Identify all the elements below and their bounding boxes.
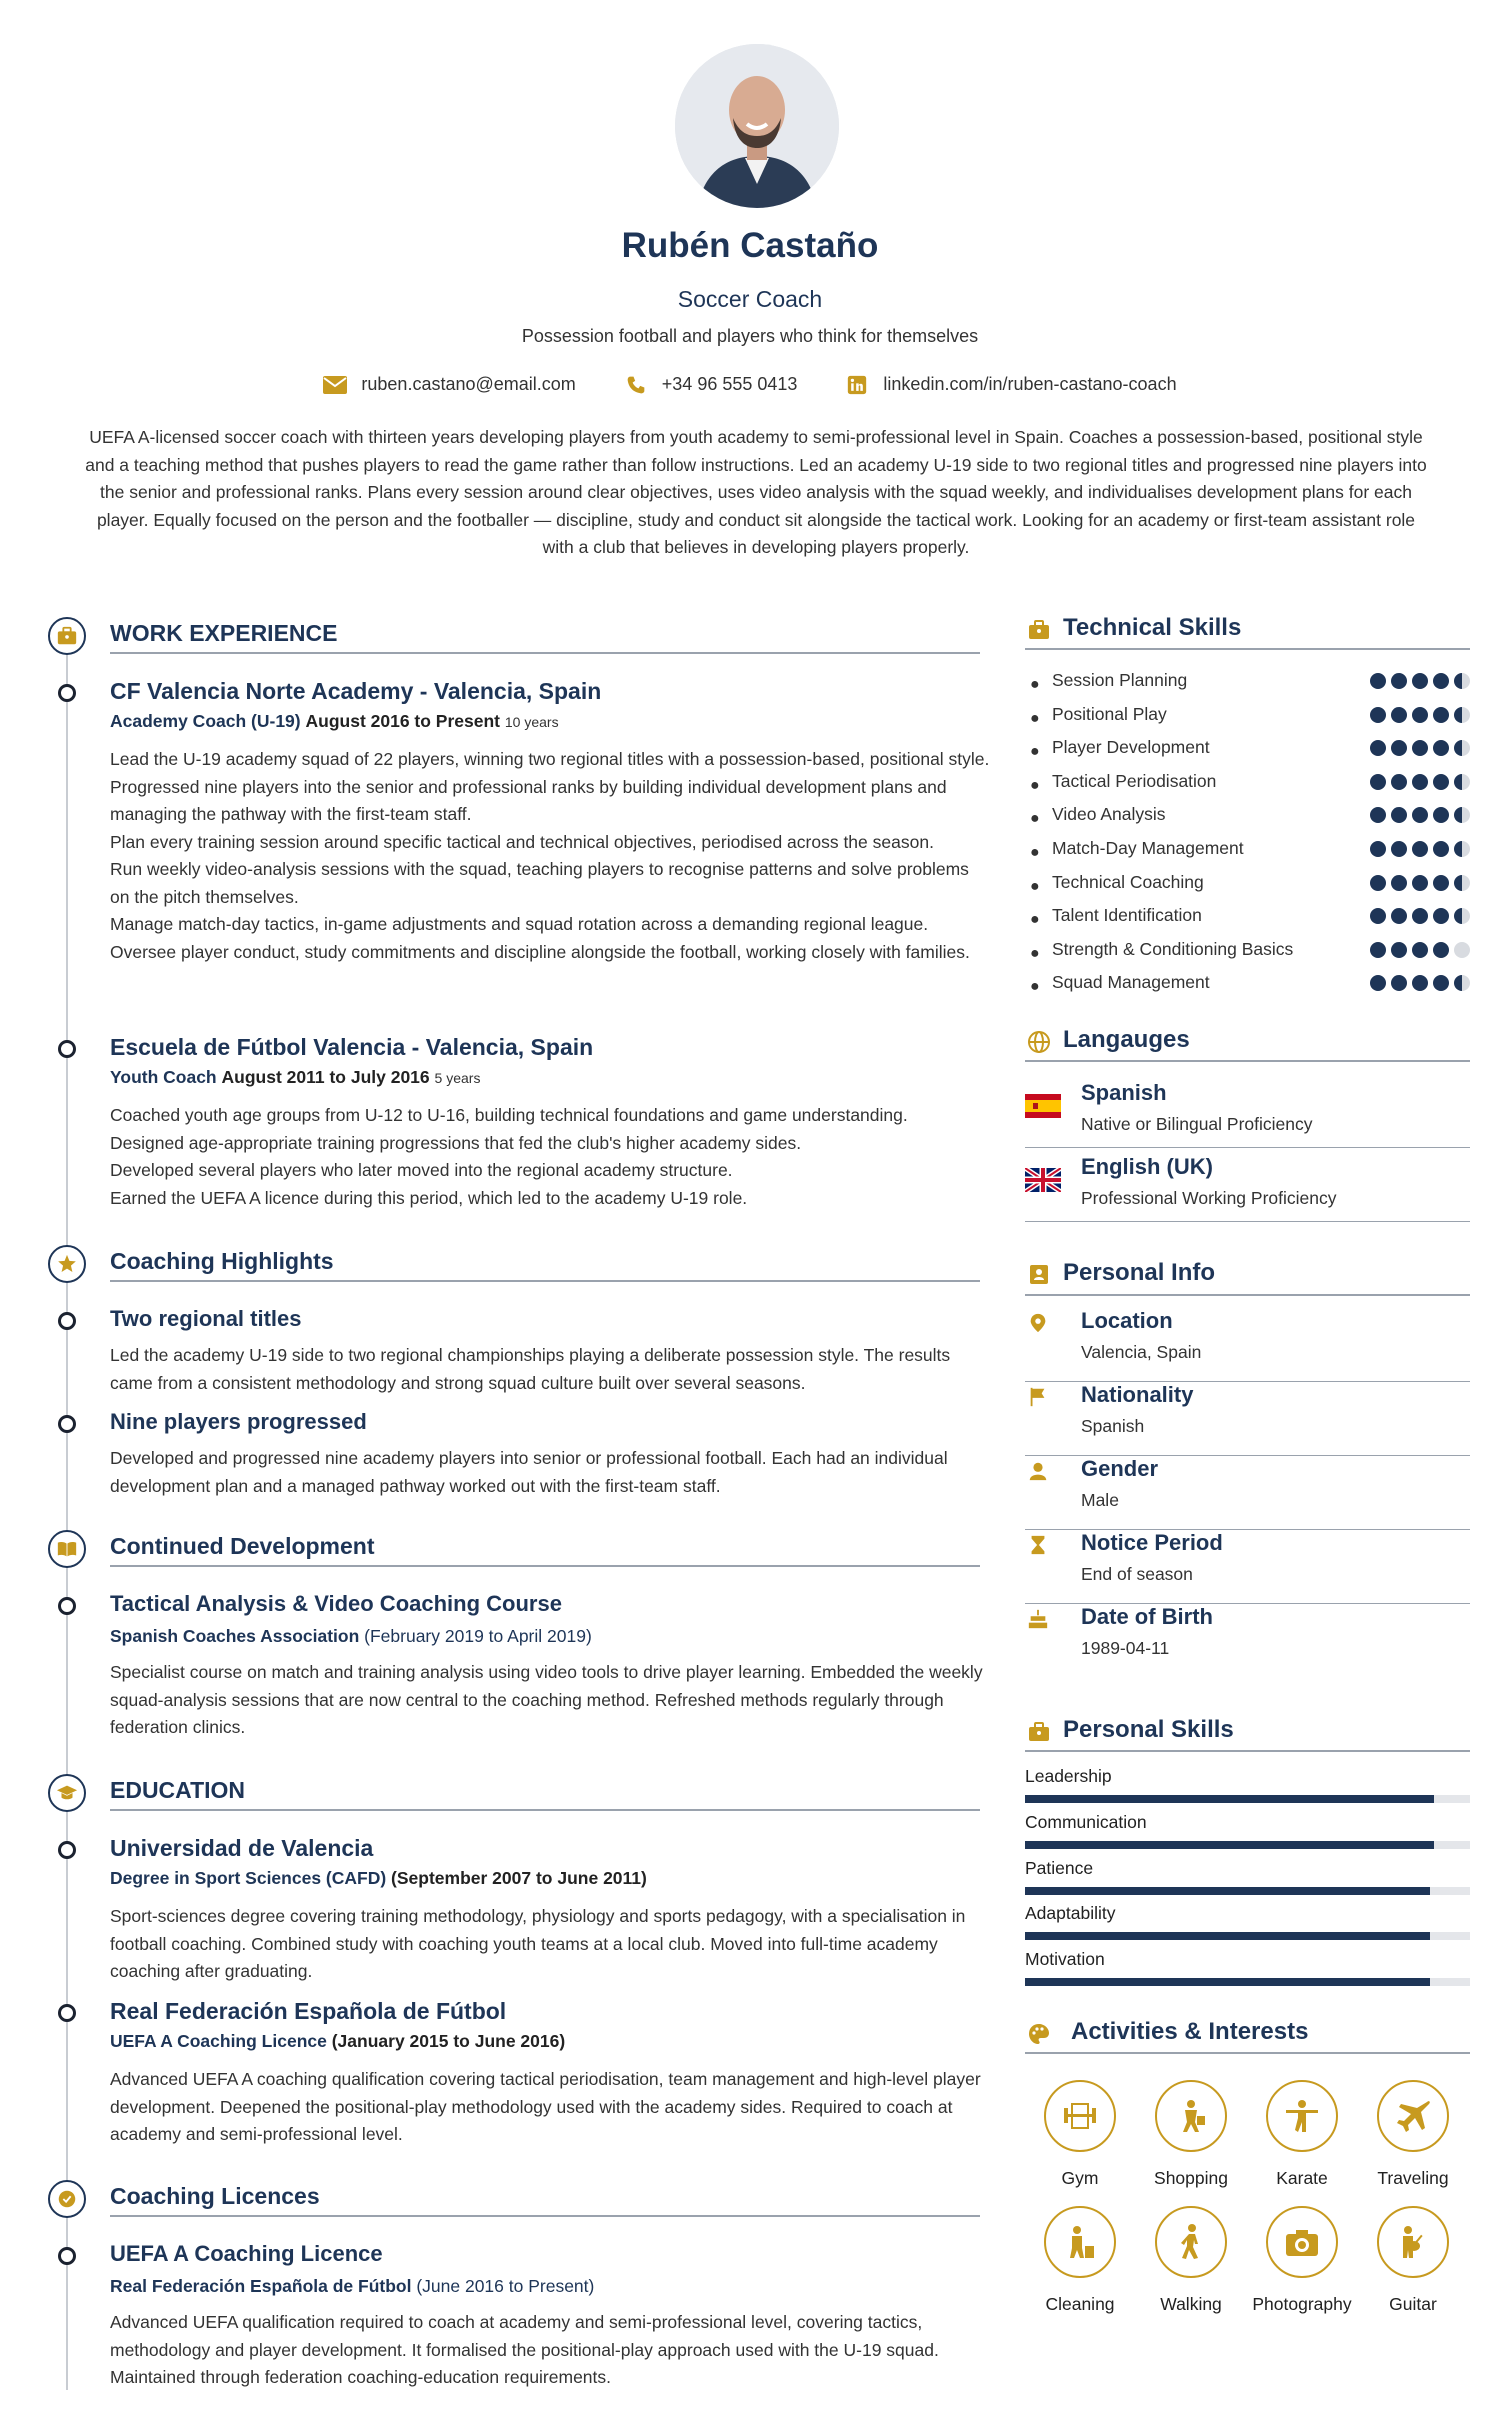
degree-name: UEFA A Coaching Licence [110, 2031, 327, 2051]
skill-rating [1370, 841, 1470, 857]
degree-name: Degree in Sport Sciences (CAFD) [110, 1868, 387, 1888]
personal-skill [1025, 1858, 1470, 1904]
rating-dot [1454, 774, 1470, 790]
activity-label: Shopping [1154, 2168, 1228, 2188]
timeline-dot [58, 2004, 76, 2022]
bullet-icon: ● [1030, 911, 1040, 929]
linkedin-icon [845, 375, 869, 395]
profile-photo [675, 44, 839, 208]
rating-dot [1433, 975, 1449, 991]
personal-skill [1025, 1949, 1470, 1995]
rating-dot [1454, 841, 1470, 857]
rating-dot [1370, 673, 1386, 689]
activity-label: Karate [1276, 2168, 1328, 2188]
rating-dot [1391, 841, 1407, 857]
uk-flag-icon [1025, 1168, 1061, 1192]
info-location [1025, 1308, 1470, 1382]
contact-email[interactable] [323, 374, 575, 395]
rating-dot [1454, 807, 1470, 823]
email-icon [323, 375, 347, 395]
personal-info-heading: Personal Info [1063, 1259, 1216, 1286]
personal-skill [1025, 1766, 1470, 1812]
rating-dot [1433, 740, 1449, 756]
skill-name: Tactical Periodisation [1052, 770, 1217, 791]
section-divider [1025, 2052, 1470, 2054]
info-dob [1025, 1604, 1470, 1678]
job-line: Progressed nine players into the senior and professional ranks by building individual development plans and managing the pathway with the first-team staff. [110, 776, 947, 824]
graduation-cap-icon [48, 1774, 86, 1812]
skill-row [1030, 872, 1470, 906]
id-badge-icon [1027, 1262, 1051, 1286]
degree-text: Sport-sciences degree covering training methodology, physiology and sports pedagogy, with a specialisation in football coaching. Combined study with coaching youth teams at a local club. Moved into full-time academy coaching after graduating. [110, 1906, 966, 1981]
info-label: Nationality [1081, 1382, 1194, 1407]
profile-summary: UEFA A-licensed soccer coach with thirteen years developing players from youth academy to semi-professional level in Spain. Coaches a possession-based, positional style and a teaching method that pushes players to read the game rather than follow instructions. Led an academy U-19 side to two regional titles and progressed nine players into the senior and professional ranks. Plans every session around clear objectives, uses video analysis with the squad weekly, and individualises development plans for each player. Equally focused on the person and the footballer — discipline, study and conduct sit alongside the tactical work. Looking for an academy or first-team assistant role with a club that believes in developing players properly. [85, 427, 1427, 557]
rating-dot [1370, 740, 1386, 756]
job-line: Designed age-appropriate training progressions that fed the club's higher academy sides. [110, 1132, 802, 1153]
skill-bar [1025, 1978, 1470, 1986]
skill-bar-fill [1025, 1932, 1430, 1940]
job-role: Youth Coach [110, 1067, 217, 1087]
highlights-heading: Coaching Highlights [110, 1248, 334, 1274]
phone-text[interactable]: +34 96 555 0413 [661, 374, 798, 394]
rating-dot [1370, 875, 1386, 891]
rating-dot [1454, 908, 1470, 924]
star-badge-icon [48, 1245, 86, 1283]
rating-dot [1433, 774, 1449, 790]
rating-dot [1412, 707, 1428, 723]
rating-dot [1433, 673, 1449, 689]
section-divider [1025, 648, 1470, 650]
highlight-text: Developed and progressed nine academy players into senior or professional football. Each had an individual development plan and a managed pathway worked out with the first-team staff. [110, 1448, 948, 1496]
licence-dates: (June 2016 to Present) [416, 2276, 595, 2296]
skill-name: Communication [1025, 1811, 1147, 1832]
info-value: End of season [1081, 1564, 1193, 1584]
job-line: Earned the UEFA A licence during this period, which led to the academy U-19 role. [110, 1187, 748, 1208]
section-divider [1025, 1294, 1470, 1296]
rating-dot [1412, 740, 1428, 756]
personal-skill [1025, 1903, 1470, 1949]
skill-rating [1370, 942, 1470, 958]
rating-dot [1412, 942, 1428, 958]
skill-bar [1025, 1795, 1470, 1803]
job-role: Academy Coach (U-19) [110, 711, 301, 731]
degree-meta [110, 1868, 647, 1889]
camera-icon [1282, 2222, 1322, 2262]
rating-dot [1433, 807, 1449, 823]
bullet-icon: ● [1030, 978, 1040, 996]
degree-text: Advanced UEFA A coaching qualification covering tactical periodisation, team management and high-level player development. Deepened the positional-play methodology used with the academy sides. Required to coach at academy and semi-professional level. [110, 2069, 981, 2144]
job-description [110, 746, 990, 966]
bullet-icon: ● [1030, 743, 1040, 761]
rating-dot [1412, 875, 1428, 891]
skill-row [1030, 905, 1470, 939]
timeline-dot [58, 2247, 76, 2265]
shopping-icon [1171, 2096, 1211, 2136]
skill-bar-fill [1025, 1887, 1430, 1895]
timeline-line [66, 620, 68, 2390]
rating-dot [1433, 942, 1449, 958]
licences-heading: Coaching Licences [110, 2183, 320, 2209]
email-text[interactable]: ruben.castano@email.com [361, 374, 576, 394]
skill-name: Leadership [1025, 1766, 1112, 1786]
briefcase-icon [1027, 1720, 1051, 1744]
skill-row [1030, 737, 1470, 771]
skill-rating [1370, 707, 1470, 723]
timeline-dot [58, 1312, 76, 1330]
skill-rating [1370, 807, 1470, 823]
job-description [110, 1102, 990, 1212]
activity-traveling [1358, 2080, 1468, 2189]
rating-dot [1412, 841, 1428, 857]
rating-dot [1454, 740, 1470, 756]
rating-dot [1391, 975, 1407, 991]
course-text: Specialist course on match and training analysis using video tools to drive player learning. Embedded the weekly squad-analysis sessions that are now central to the coaching method. Refreshed methods regularly through federation clinics. [110, 1662, 983, 1737]
rating-dot [1412, 908, 1428, 924]
activity-shopping [1136, 2080, 1246, 2189]
licence-title: UEFA A Coaching Licence [110, 2241, 383, 2266]
flag-icon [1027, 1386, 1049, 1408]
rating-dot [1370, 908, 1386, 924]
section-divider [110, 652, 980, 654]
job-line: Run weekly video-analysis sessions with the squad, teaching players to recognise patterns and solve problems on the pitch themselves. [110, 859, 969, 907]
globe-icon [1027, 1030, 1051, 1054]
job-duration: 5 years [434, 1070, 481, 1086]
info-value: 1989-04-11 [1081, 1638, 1170, 1658]
skill-name: Talent Identification [1052, 905, 1202, 926]
skill-rating [1370, 875, 1470, 891]
skill-rating [1370, 774, 1470, 790]
licence-meta [110, 2276, 594, 2297]
timeline-dot [58, 1415, 76, 1433]
degree-dates: (January 2015 to June 2016) [331, 2031, 566, 2051]
language-item [1025, 1080, 1470, 1148]
spain-flag-icon [1025, 1094, 1061, 1118]
skill-rating [1370, 673, 1470, 689]
info-value: Spanish [1081, 1416, 1145, 1436]
bullet-icon: ● [1030, 709, 1040, 727]
personal-skill [1025, 1812, 1470, 1858]
section-divider [1025, 1750, 1470, 1752]
rating-dot [1412, 774, 1428, 790]
palette-icon [1027, 2022, 1051, 2046]
personal-skills-heading: Personal Skills [1063, 1716, 1234, 1743]
licence-org: Real Federación Española de Fútbol [110, 2276, 412, 2296]
rating-dot [1391, 942, 1407, 958]
degree-dates: (September 2007 to June 2011) [391, 1868, 647, 1888]
contact-phone[interactable] [624, 374, 798, 395]
job-line: Developed several players who later moved into the regional academy structure. [110, 1160, 733, 1180]
rating-dot [1370, 841, 1386, 857]
candidate-name: Rubén Castaño [621, 226, 879, 265]
certificate-icon [48, 2180, 86, 2218]
activity-gym [1025, 2080, 1135, 2189]
highlight-title: Nine players progressed [110, 1409, 367, 1434]
timeline-dot [58, 684, 76, 702]
degree-meta [110, 2031, 565, 2052]
activity-guitar [1358, 2206, 1468, 2315]
cleaning-icon [1060, 2222, 1100, 2262]
rating-dot [1433, 875, 1449, 891]
bullet-icon: ● [1030, 810, 1040, 828]
walking-icon [1171, 2222, 1211, 2262]
school-name: Universidad de Valencia [110, 1835, 374, 1861]
info-nationality [1025, 1382, 1470, 1456]
job-duration: 10 years [504, 714, 559, 730]
rating-dot [1391, 908, 1407, 924]
bullet-icon: ● [1030, 844, 1040, 861]
job-line: Manage match-day tactics, in-game adjustments and squad rotation across a demanding regional league. [110, 914, 929, 934]
rating-dot [1433, 841, 1449, 857]
skill-name: Session Planning [1052, 670, 1188, 690]
rating-dot [1391, 673, 1407, 689]
skill-row [1030, 972, 1470, 1006]
rating-dot [1370, 807, 1386, 823]
highlight-text: Led the academy U-19 side to two regional championships playing a deliberate possession style. The results came from a consistent methodology and strong squad culture built over several seasons. [110, 1345, 951, 1393]
skill-rating [1370, 975, 1470, 991]
info-label: Gender [1081, 1456, 1159, 1481]
skill-bar-fill [1025, 1978, 1430, 1986]
info-label: Notice Period [1081, 1530, 1223, 1555]
skill-name: Motivation [1025, 1949, 1105, 1970]
skill-bar [1025, 1887, 1470, 1895]
job-meta [110, 711, 559, 732]
skill-name: Player Development [1052, 737, 1210, 758]
info-notice-period [1025, 1530, 1470, 1604]
rating-dot [1391, 875, 1407, 891]
timeline-dot [58, 1841, 76, 1859]
hourglass-icon [1027, 1534, 1049, 1556]
job-meta [110, 1067, 480, 1088]
rating-dot [1412, 807, 1428, 823]
skill-name: Video Analysis [1052, 804, 1166, 825]
section-divider [110, 2215, 980, 2217]
rating-dot [1370, 975, 1386, 991]
school-name: Real Federación Española de Fútbol [110, 1998, 507, 2024]
rating-dot [1391, 807, 1407, 823]
rating-dot [1370, 774, 1386, 790]
skill-name: Strength & Conditioning Basics [1052, 938, 1294, 959]
cake-icon [1027, 1608, 1049, 1630]
guitar-icon [1393, 2222, 1433, 2262]
job-line: Lead the U-19 academy squad of 22 players, winning two regional titles with a possession-based, positional style. [110, 749, 990, 769]
course-title: Tactical Analysis & Video Coaching Course [110, 1591, 562, 1616]
briefcase-icon [1027, 618, 1051, 642]
work-experience-heading: WORK EXPERIENCE [110, 620, 338, 646]
job-org: CF Valencia Norte Academy - Valencia, Spain [110, 678, 602, 704]
rating-dot [1454, 975, 1470, 991]
section-divider [110, 1280, 980, 1282]
phone-icon [624, 375, 648, 395]
technical-skills-heading: Technical Skills [1063, 614, 1242, 641]
language-name: Spanish [1081, 1080, 1167, 1105]
skill-row [1030, 838, 1470, 872]
divider [1025, 1221, 1470, 1222]
job-title: Soccer Coach [677, 286, 823, 312]
job-dates: August 2016 to Present [305, 711, 500, 731]
info-gender [1025, 1456, 1470, 1530]
education-heading: EDUCATION [110, 1777, 246, 1803]
language-name: English (UK) [1081, 1154, 1213, 1179]
skill-name: Positional Play [1052, 703, 1167, 724]
contact-linkedin[interactable] [845, 374, 1176, 395]
activity-label: Cleaning [1045, 2294, 1115, 2314]
info-label: Location [1081, 1308, 1173, 1333]
skill-name: Technical Coaching [1052, 871, 1204, 892]
activity-label: Traveling [1377, 2168, 1449, 2188]
rating-dot [1391, 707, 1407, 723]
activities-heading: Activities & Interests [1071, 2018, 1309, 2045]
course-dates: (February 2019 to April 2019) [364, 1626, 592, 1646]
activity-photography [1247, 2206, 1357, 2315]
languages-heading: Langauges [1063, 1026, 1190, 1053]
activity-label: Photography [1252, 2294, 1352, 2314]
person-icon [1027, 1460, 1049, 1482]
skill-row [1030, 704, 1470, 738]
rating-dot [1454, 707, 1470, 723]
course-org: Spanish Coaches Association [110, 1626, 360, 1646]
language-level: Professional Working Proficiency [1081, 1188, 1337, 1208]
rating-dot [1391, 740, 1407, 756]
job-dates: August 2011 to July 2016 [221, 1067, 430, 1087]
rating-dot [1412, 673, 1428, 689]
job-org: Escuela de Fútbol Valencia - Valencia, Spain [110, 1034, 594, 1060]
section-divider [1025, 1060, 1470, 1062]
skill-bar [1025, 1932, 1470, 1940]
rating-dot [1370, 942, 1386, 958]
activity-label: Walking [1160, 2294, 1222, 2314]
book-icon [48, 1530, 86, 1568]
job-line: Coached youth age groups from U-12 to U-16, building technical foundations and game understanding. [110, 1105, 908, 1125]
activity-walking [1136, 2206, 1246, 2315]
skill-name: Match-Day Management [1052, 838, 1244, 858]
activity-label: Guitar [1389, 2294, 1437, 2314]
rating-dot [1454, 875, 1470, 891]
info-value: Male [1081, 1490, 1119, 1510]
bullet-icon: ● [1030, 944, 1040, 962]
skill-rating [1370, 908, 1470, 924]
activity-karate [1247, 2080, 1357, 2189]
gym-icon [1060, 2096, 1100, 2136]
licence-text: Advanced UEFA qualification required to coach at academy and semi-professional level, covering tactics, methodology and player development. It formalised the positional-play approach used with the U-19 squad. Maintained through federation coaching-education requirements. [110, 2312, 939, 2387]
rating-dot [1433, 707, 1449, 723]
divider [1025, 1147, 1470, 1148]
rating-dot [1433, 908, 1449, 924]
course-meta [110, 1626, 592, 1647]
skill-rating [1370, 740, 1470, 756]
location-pin-icon [1027, 1312, 1049, 1334]
development-heading: Continued Development [110, 1533, 375, 1559]
tagline: Possession football and players who think for themselves [521, 326, 979, 346]
rating-dot [1412, 975, 1428, 991]
activity-cleaning [1025, 2206, 1135, 2315]
skill-bar-fill [1025, 1841, 1434, 1849]
section-divider [110, 1809, 980, 1811]
rating-dot [1370, 707, 1386, 723]
job-line: Plan every training session around specific tactical and technical objectives, periodised across the season. [110, 831, 934, 852]
briefcase-icon [48, 617, 86, 655]
bullet-icon: ● [1030, 776, 1040, 794]
bullet-icon: ● [1030, 877, 1040, 895]
rating-dot [1454, 942, 1470, 958]
language-level: Native or Bilingual Proficiency [1081, 1114, 1313, 1134]
activity-label: Gym [1061, 2168, 1099, 2188]
skill-name: Adaptability [1025, 1903, 1116, 1924]
section-divider [110, 1565, 980, 1567]
highlight-title: Two regional titles [110, 1306, 302, 1331]
skill-row [1030, 804, 1470, 838]
linkedin-text[interactable]: linkedin.com/in/ruben-castano-coach [883, 374, 1177, 394]
timeline-dot [58, 1597, 76, 1615]
skill-bar [1025, 1841, 1470, 1849]
skill-row [1030, 670, 1470, 704]
karate-icon [1282, 2096, 1322, 2136]
airplane-icon [1393, 2096, 1433, 2136]
bullet-icon: ● [1030, 676, 1040, 693]
skill-bar-fill [1025, 1795, 1434, 1803]
rating-dot [1454, 673, 1470, 689]
job-line: Oversee player conduct, study commitments and discipline alongside the football, working closely with families. [110, 941, 970, 962]
info-label: Date of Birth [1081, 1604, 1213, 1629]
timeline-dot [58, 1040, 76, 1058]
contact-bar [0, 374, 1500, 395]
language-item [1025, 1154, 1470, 1222]
skill-name: Patience [1025, 1857, 1094, 1878]
skill-row [1030, 771, 1470, 805]
rating-dot [1391, 774, 1407, 790]
skill-name: Squad Management [1052, 972, 1210, 993]
info-value: Valencia, Spain [1081, 1342, 1202, 1362]
skill-row [1030, 939, 1470, 973]
